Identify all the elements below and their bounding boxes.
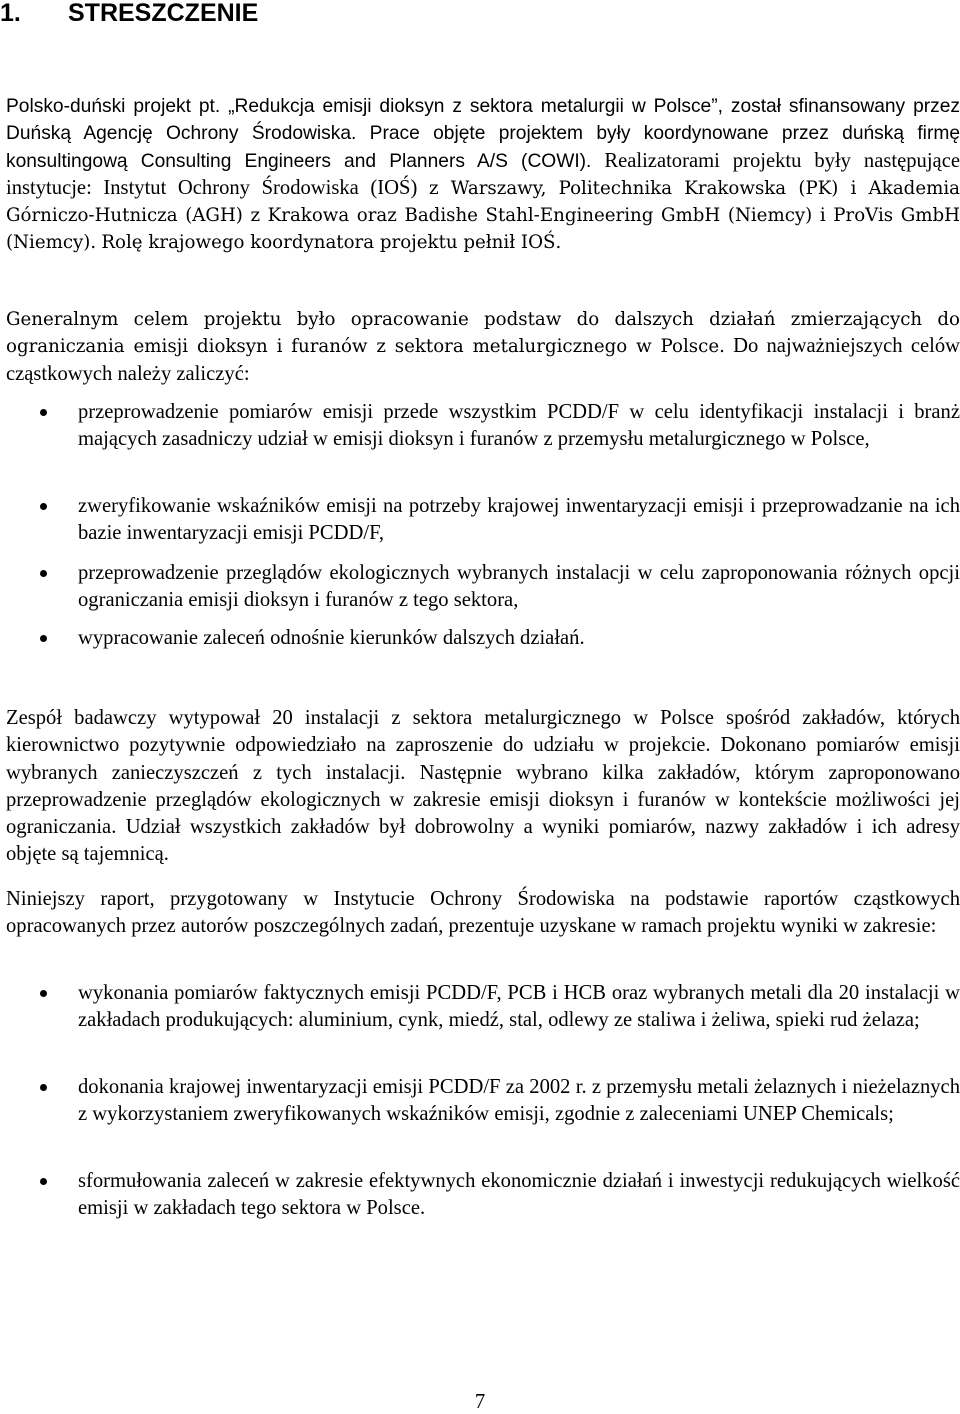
team-paragraph: Zespół badawczy wytypował 20 instalacji z sektora metalurgicznego w Polsce spośród zakładów, których kierownictwo pozytywnie odpowiedziało na zaproszenie do udziału w projekcie. Dokonano pomiarów emisji wybranych zanieczyszczeń z tych instalacji. Następnie wybrano kilka zakładów, którym zaproponowano przeprowadzenie przeglądów ekologicznych w zakresie emisji dioksyn i furanów w kontekście możliwości jej ograniczania. Udział wszystkich zakładów był dobrowolny a wyniki pomiarów, nazwy zakładów i ich adresy objęte są tajemnicą. (6, 707, 960, 866)
bullet-icon (40, 1178, 47, 1185)
goal-item-text: przeprowadzenie pomiarów emisji przede wszystkim PCDD/F w celu identyfikacji instalacji i branż mających zasadniczy udział w emisji dioksyn i furanów z przemysłu metalurgicznego w Polsce, (78, 401, 960, 451)
intro-paragraph (6, 93, 960, 257)
goal-item-text: wypracowanie zaleceń odnośnie kierunków dalszych działań. (78, 627, 585, 649)
goal-item-text: zweryfikowanie wskaźników emisji na potrzeby krajowej inwentaryzacji emisji i przeprowadzanie na ich bazie inwentaryzacji emisji PCDD/F, (78, 495, 960, 545)
goals-paragraph (6, 306, 960, 388)
section-heading (0, 0, 258, 28)
result-item-text: dokonania krajowej inwentaryzacji emisji PCDD/F za 2002 r. z przemysłu metali żelaznych i nieżelaznych z wykorzystaniem zweryfikowanych wskaźników emisji, zgodnie z zaleceniami UNEP Chemicals; (78, 1076, 960, 1126)
intro-sentence-partners-list: z Warszawy, Politechnika Krakowska (PK) i Akademia Górniczo-Hutnicza (AGH) z Krakowa oraz Badishe Stahl-Engineering GmbH (Niemcy) i ProVis GmbH (Niemcy). (6, 177, 960, 254)
intro-sentence-funding: Polsko-duński projekt pt. „Redukcja emisji dioksyn z sektora metalurgii w Polsce”, został sfinansowany przez Duńską Agencję Ochrony Środowiska. Prace objęte projektem były koordynowane przez duńską firmę konsultingową Consulting Engineers and Planners A/S (COWI). (6, 96, 960, 172)
goal-item-text: przeprowadzenie przeglądów ekologicznych wybranych instalacji w celu zaproponowania różnych opcji ograniczania emisji dioksyn i furanów z tego sektora, (78, 562, 960, 612)
page-number: 7 (474, 1391, 486, 1413)
result-item-text: sformułowania zaleceń w zakresie efektywnych ekonomicznie działań i inwestycji redukujących wielkość emisji w zakładach tego sektora w Polsce. (78, 1170, 960, 1220)
intro-sentence-coordinator: Rolę krajowego koordynatora projektu pełnił IOŚ. (101, 232, 562, 254)
intro-sentence-partners: Realizatorami projektu były następujące instytucje: Instytut Ochrony Środowiska (IOŚ) (6, 149, 960, 199)
section-title: STRESZCZENIE (68, 0, 259, 27)
goals-lead-sentence: Do najważniejszych celów cząstkowych należy zaliczyć: (6, 335, 960, 385)
bullet-icon (40, 1084, 47, 1091)
bullet-icon (40, 409, 47, 416)
report-paragraph: Niniejszy raport, przygotowany w Instytucie Ochrony Środowiska na podstawie raportów cząstkowych opracowanych przez autorów poszczególnych zadań, prezentuje uzyskane w ramach projektu wyniki w zakresie: (6, 888, 960, 938)
result-item-text: wykonania pomiarów faktycznych emisji PCDD/F, PCB i HCB oraz wybranych metali dla 20 instalacji w zakładach produkujących: aluminium, cynk, miedź, stal, odlewy ze staliwa i żeliwa, spieki rud żelaza; (78, 982, 960, 1032)
bullet-icon (40, 990, 47, 997)
bullet-icon (40, 503, 47, 510)
goals-intro-sentence: Generalnym celem projektu było opracowanie podstaw do dalszych działań zmierzających do ograniczania emisji dioksyn i furanów z sektora metalurgicznego w Polsce. (6, 309, 960, 358)
bullet-icon (40, 570, 47, 577)
section-number: 1. (0, 0, 21, 27)
bullet-icon (40, 635, 47, 642)
